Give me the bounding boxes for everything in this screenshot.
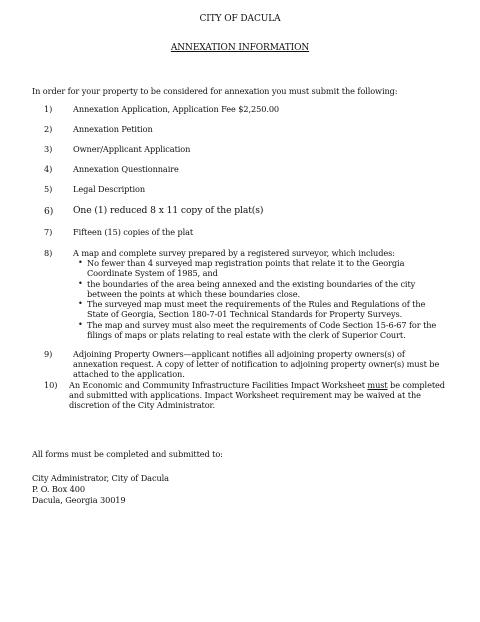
bullet-icon: • xyxy=(78,257,83,267)
item-number: 3) xyxy=(44,144,53,154)
bullet-text: the boundaries of the area being annexed and the existing boundaries of the city between the points at which these boundaries close. xyxy=(87,279,416,299)
footer-instruction: All forms must be completed and submitted to: xyxy=(32,449,223,459)
address-line: P. O. Box 400 xyxy=(32,484,85,494)
item-number: 1) xyxy=(44,104,53,114)
item-number: 2) xyxy=(44,124,53,134)
item-number: 10) xyxy=(44,380,58,390)
document-title: CITY OF DACULA xyxy=(199,14,281,24)
item-text: One (1) reduced 8 x 11 copy of the plat(s) xyxy=(73,205,264,216)
item-number: 4) xyxy=(44,164,53,174)
item-number: 8) xyxy=(44,248,53,258)
bullet-icon: • xyxy=(78,319,83,329)
underlined-word: must xyxy=(367,380,388,390)
intro-text: In order for your property to be considered for annexation you must submit the following: xyxy=(32,86,398,96)
item-number: 9) xyxy=(44,349,53,359)
item-text: Fifteen (15) copies of the plat xyxy=(73,227,194,237)
item-text-part: be completed and submitted with applications. Impact Worksheet requirement may be waived at the discretion of the City Administrator. xyxy=(69,380,445,410)
address-line: City Administrator, City of Dacula xyxy=(32,473,169,483)
bullet-icon: • xyxy=(78,278,83,288)
item-text: Annexation Petition xyxy=(73,124,153,134)
bullet-text: No fewer than 4 surveyed map registration points that relate it to the Georgia Coordinate System of 1985, and xyxy=(87,258,405,278)
item-text: A map and complete survey prepared by a registered surveyor, which includes: xyxy=(73,248,395,258)
bullet-text: The surveyed map must meet the requirements of the Rules and Regulations of the State of Georgia, Section 180-7-01 Technical Standards for Property Surveys. xyxy=(87,299,426,319)
item-text: Owner/Applicant Application xyxy=(73,144,191,154)
item-text: Adjoining Property Owners—applicant notifies all adjoining property owners(s) of annexation request. A copy of letter of notification to adjoining property owner(s) must be attached to the application. xyxy=(73,349,440,379)
item-number: 6) xyxy=(44,206,54,217)
item-text: Annexation Application, Application Fee $2,250.00 xyxy=(73,104,280,114)
address-line: Dacula, Georgia 30019 xyxy=(32,495,126,505)
item-text: Annexation Questionnaire xyxy=(73,164,179,174)
item-number: 7) xyxy=(44,227,53,237)
bullet-icon: • xyxy=(78,298,83,308)
item-text xyxy=(69,380,449,410)
bullet-text: The map and survey must also meet the requirements of Code Section 15-6-67 for the filings of maps or plats relating to real estate with the clerk of Superior Court. xyxy=(87,320,437,340)
item-text: Legal Description xyxy=(73,184,146,194)
item-number: 5) xyxy=(44,184,53,194)
document-subtitle: ANNEXATION INFORMATION xyxy=(170,43,310,53)
item-text-part: An Economic and Community Infrastructure Facilities Impact Worksheet xyxy=(69,380,368,390)
